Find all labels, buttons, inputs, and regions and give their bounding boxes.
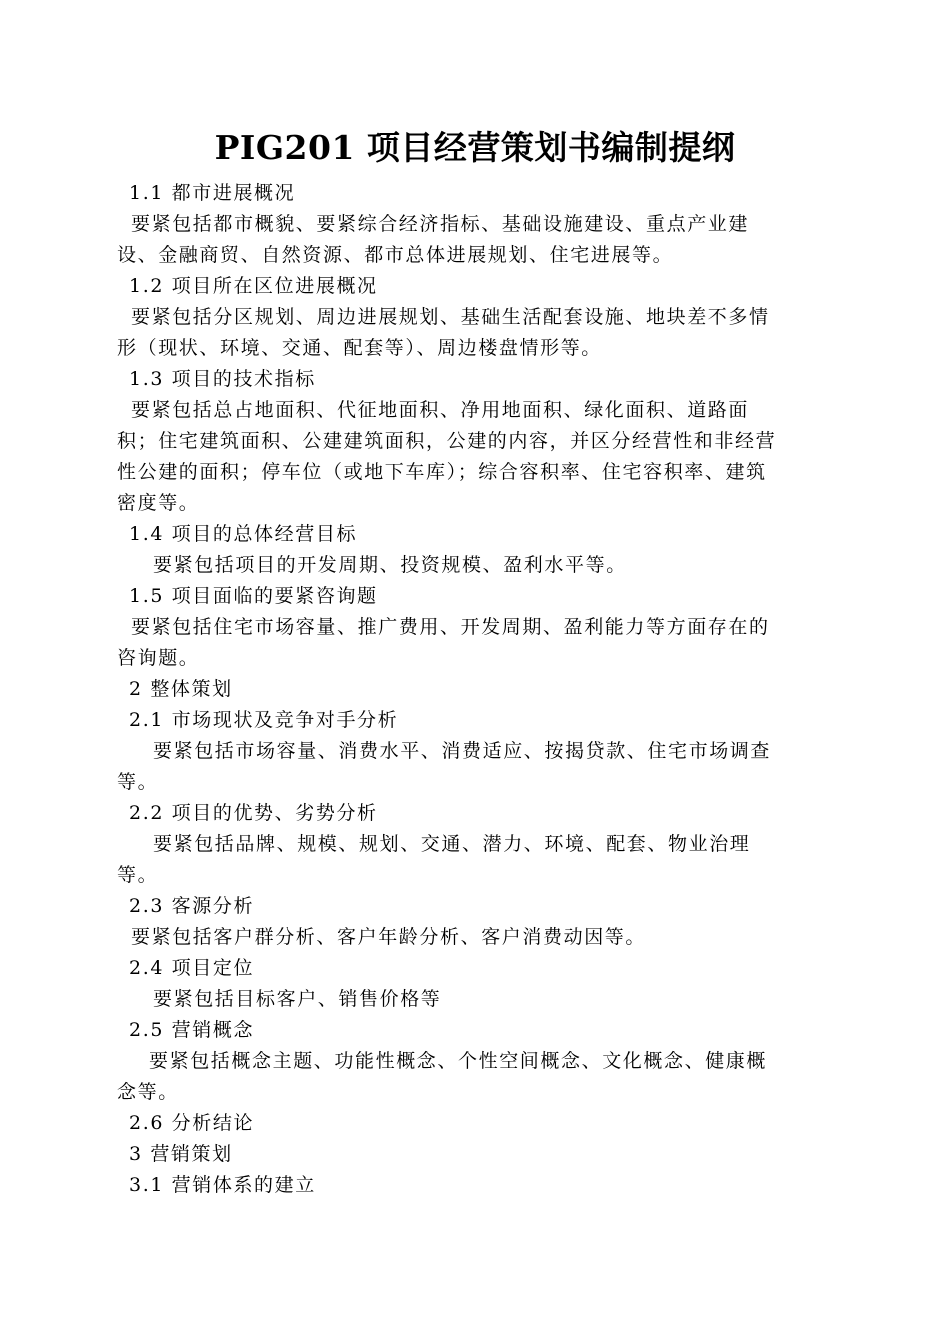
document-body xyxy=(117,178,829,1201)
paragraph-line: 要紧包括概念主题、功能性概念、个性空间概念、文化概念、健康概 xyxy=(149,1050,768,1072)
section-heading-2-4: 2.4 项目定位 xyxy=(129,957,255,979)
section-heading-2-3: 2.3 客源分析 xyxy=(129,895,255,917)
paragraph-line: 要紧包括目标客户、销售价格等 xyxy=(153,988,442,1010)
paragraph-line: 要紧包括分区规划、周边进展规划、基础生活配套设施、地块差不多情 xyxy=(131,306,770,328)
paragraph-line: 要紧包括住宅市场容量、推广费用、开发周期、盈利能力等方面存在的 xyxy=(131,616,770,638)
section-heading-2-5: 2.5 营销概念 xyxy=(129,1019,255,1041)
paragraph-line: 积；住宅建筑面积、公建建筑面积，公建的内容，并区分经营性和非经营 xyxy=(117,430,777,452)
paragraph-line: 密度等。 xyxy=(117,492,200,514)
section-heading-2-6: 2.6 分析结论 xyxy=(129,1112,255,1134)
section-heading-1-4: 1.4 项目的总体经营目标 xyxy=(129,523,358,545)
paragraph-line: 要紧包括项目的开发周期、投资规模、盈利水平等。 xyxy=(153,554,627,576)
section-heading-2-1: 2.1 市场现状及竞争对手分析 xyxy=(129,709,399,731)
section-heading-3: 3 营销策划 xyxy=(129,1143,233,1165)
paragraph-line: 设、金融商贸、自然资源、都市总体进展规划、住宅进展等。 xyxy=(117,244,674,266)
section-heading-3-1: 3.1 营销体系的建立 xyxy=(129,1174,316,1196)
paragraph-line: 性公建的面积；停车位（或地下车库）；综合容积率、住宅容积率、建筑 xyxy=(117,461,767,483)
paragraph-line: 等。 xyxy=(117,771,159,793)
paragraph-line: 要紧包括品牌、规模、规划、交通、潜力、环境、配套、物业治理 xyxy=(153,833,751,855)
section-heading-1-2: 1.2 项目所在区位进展概况 xyxy=(129,275,378,297)
paragraph-line: 要紧包括都市概貌、要紧综合经济指标、基础设施建设、重点产业建 xyxy=(131,213,750,235)
document-title: PIG201 项目经营策划书编制提纲 xyxy=(214,128,736,167)
paragraph-line: 要紧包括市场容量、消费水平、消费适应、按揭贷款、住宅市场调查 xyxy=(153,740,772,762)
section-heading-2: 2 整体策划 xyxy=(129,678,233,700)
paragraph-line: 念等。 xyxy=(117,1081,179,1103)
paragraph-line: 形（现状、环境、交通、配套等）、周边楼盘情形等。 xyxy=(117,337,602,359)
section-heading-1-1: 1.1 都市进展概况 xyxy=(129,182,296,204)
section-heading-1-5: 1.5 项目面临的要紧咨询题 xyxy=(129,585,378,607)
section-heading-2-2: 2.2 项目的优势、劣势分析 xyxy=(129,802,378,824)
section-heading-1-3: 1.3 项目的技术指标 xyxy=(129,368,316,390)
paragraph-line: 等。 xyxy=(117,864,159,886)
paragraph-line: 要紧包括总占地面积、代征地面积、净用地面积、绿化面积、道路面 xyxy=(131,399,750,421)
paragraph-line: 咨询题。 xyxy=(117,647,200,669)
paragraph-line: 要紧包括客户群分析、客户年龄分析、客户消费动因等。 xyxy=(131,926,647,948)
